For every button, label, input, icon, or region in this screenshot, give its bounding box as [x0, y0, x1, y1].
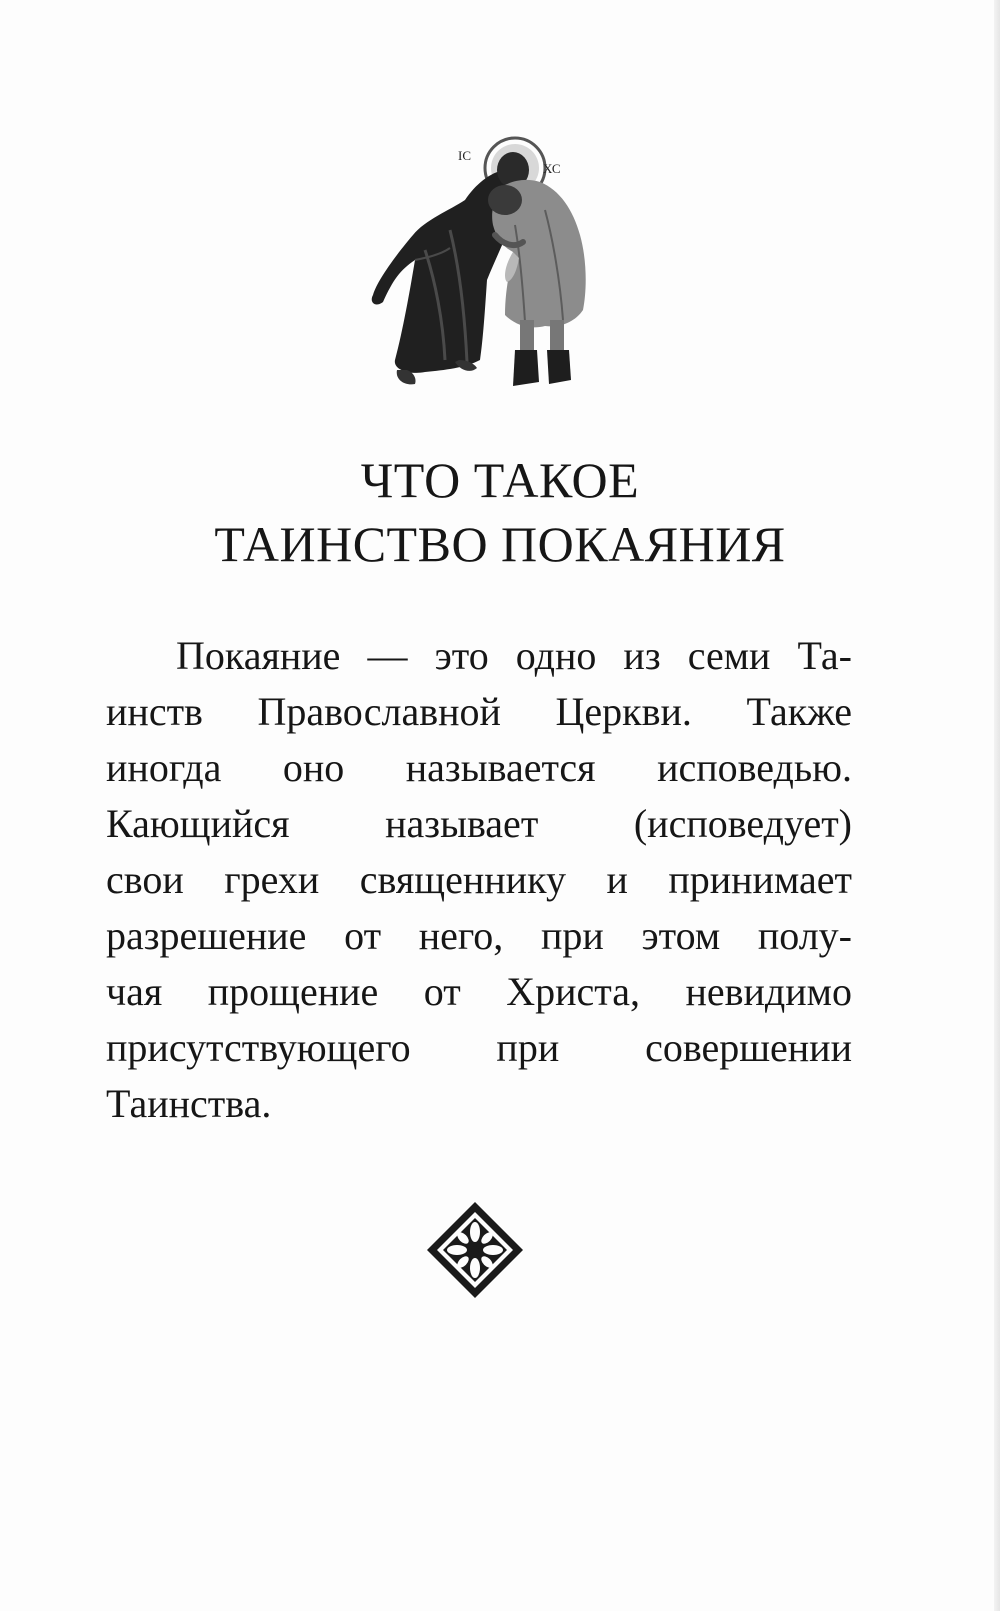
diamond-ornament-icon [425, 1200, 525, 1300]
page-title-line-1: ЧТО ТАКОЕ [360, 452, 640, 508]
paragraph-line: присутствующего при совершении [106, 1025, 852, 1070]
page-edge [994, 0, 1000, 1611]
paragraph-line: Кающийся называет (исповедует) [106, 801, 852, 846]
paragraph-line: чая прощение от Христа, невидимо [106, 969, 852, 1014]
paragraph-line: инств Православной Церкви. Также [106, 689, 852, 734]
paragraph-line: Покаяние — это одно из семи Та- [176, 633, 852, 678]
paragraph-line: иногда оно называется исповедью. [106, 745, 852, 790]
inscription-left: ІС [458, 148, 471, 163]
page-title-line-2: ТАИНСТВО ПОКАЯНИЯ [214, 516, 786, 572]
paragraph-line: разрешение от него, при этом полу- [106, 913, 852, 958]
paragraph-line: свои грехи священнику и принимает [106, 857, 852, 902]
body-paragraph [106, 628, 852, 1132]
inscription-right: ХС [543, 161, 561, 176]
paragraph-line: Таинства. [106, 1081, 272, 1126]
christ-embracing-penitent-icon [355, 130, 635, 410]
page-title [0, 448, 1000, 576]
